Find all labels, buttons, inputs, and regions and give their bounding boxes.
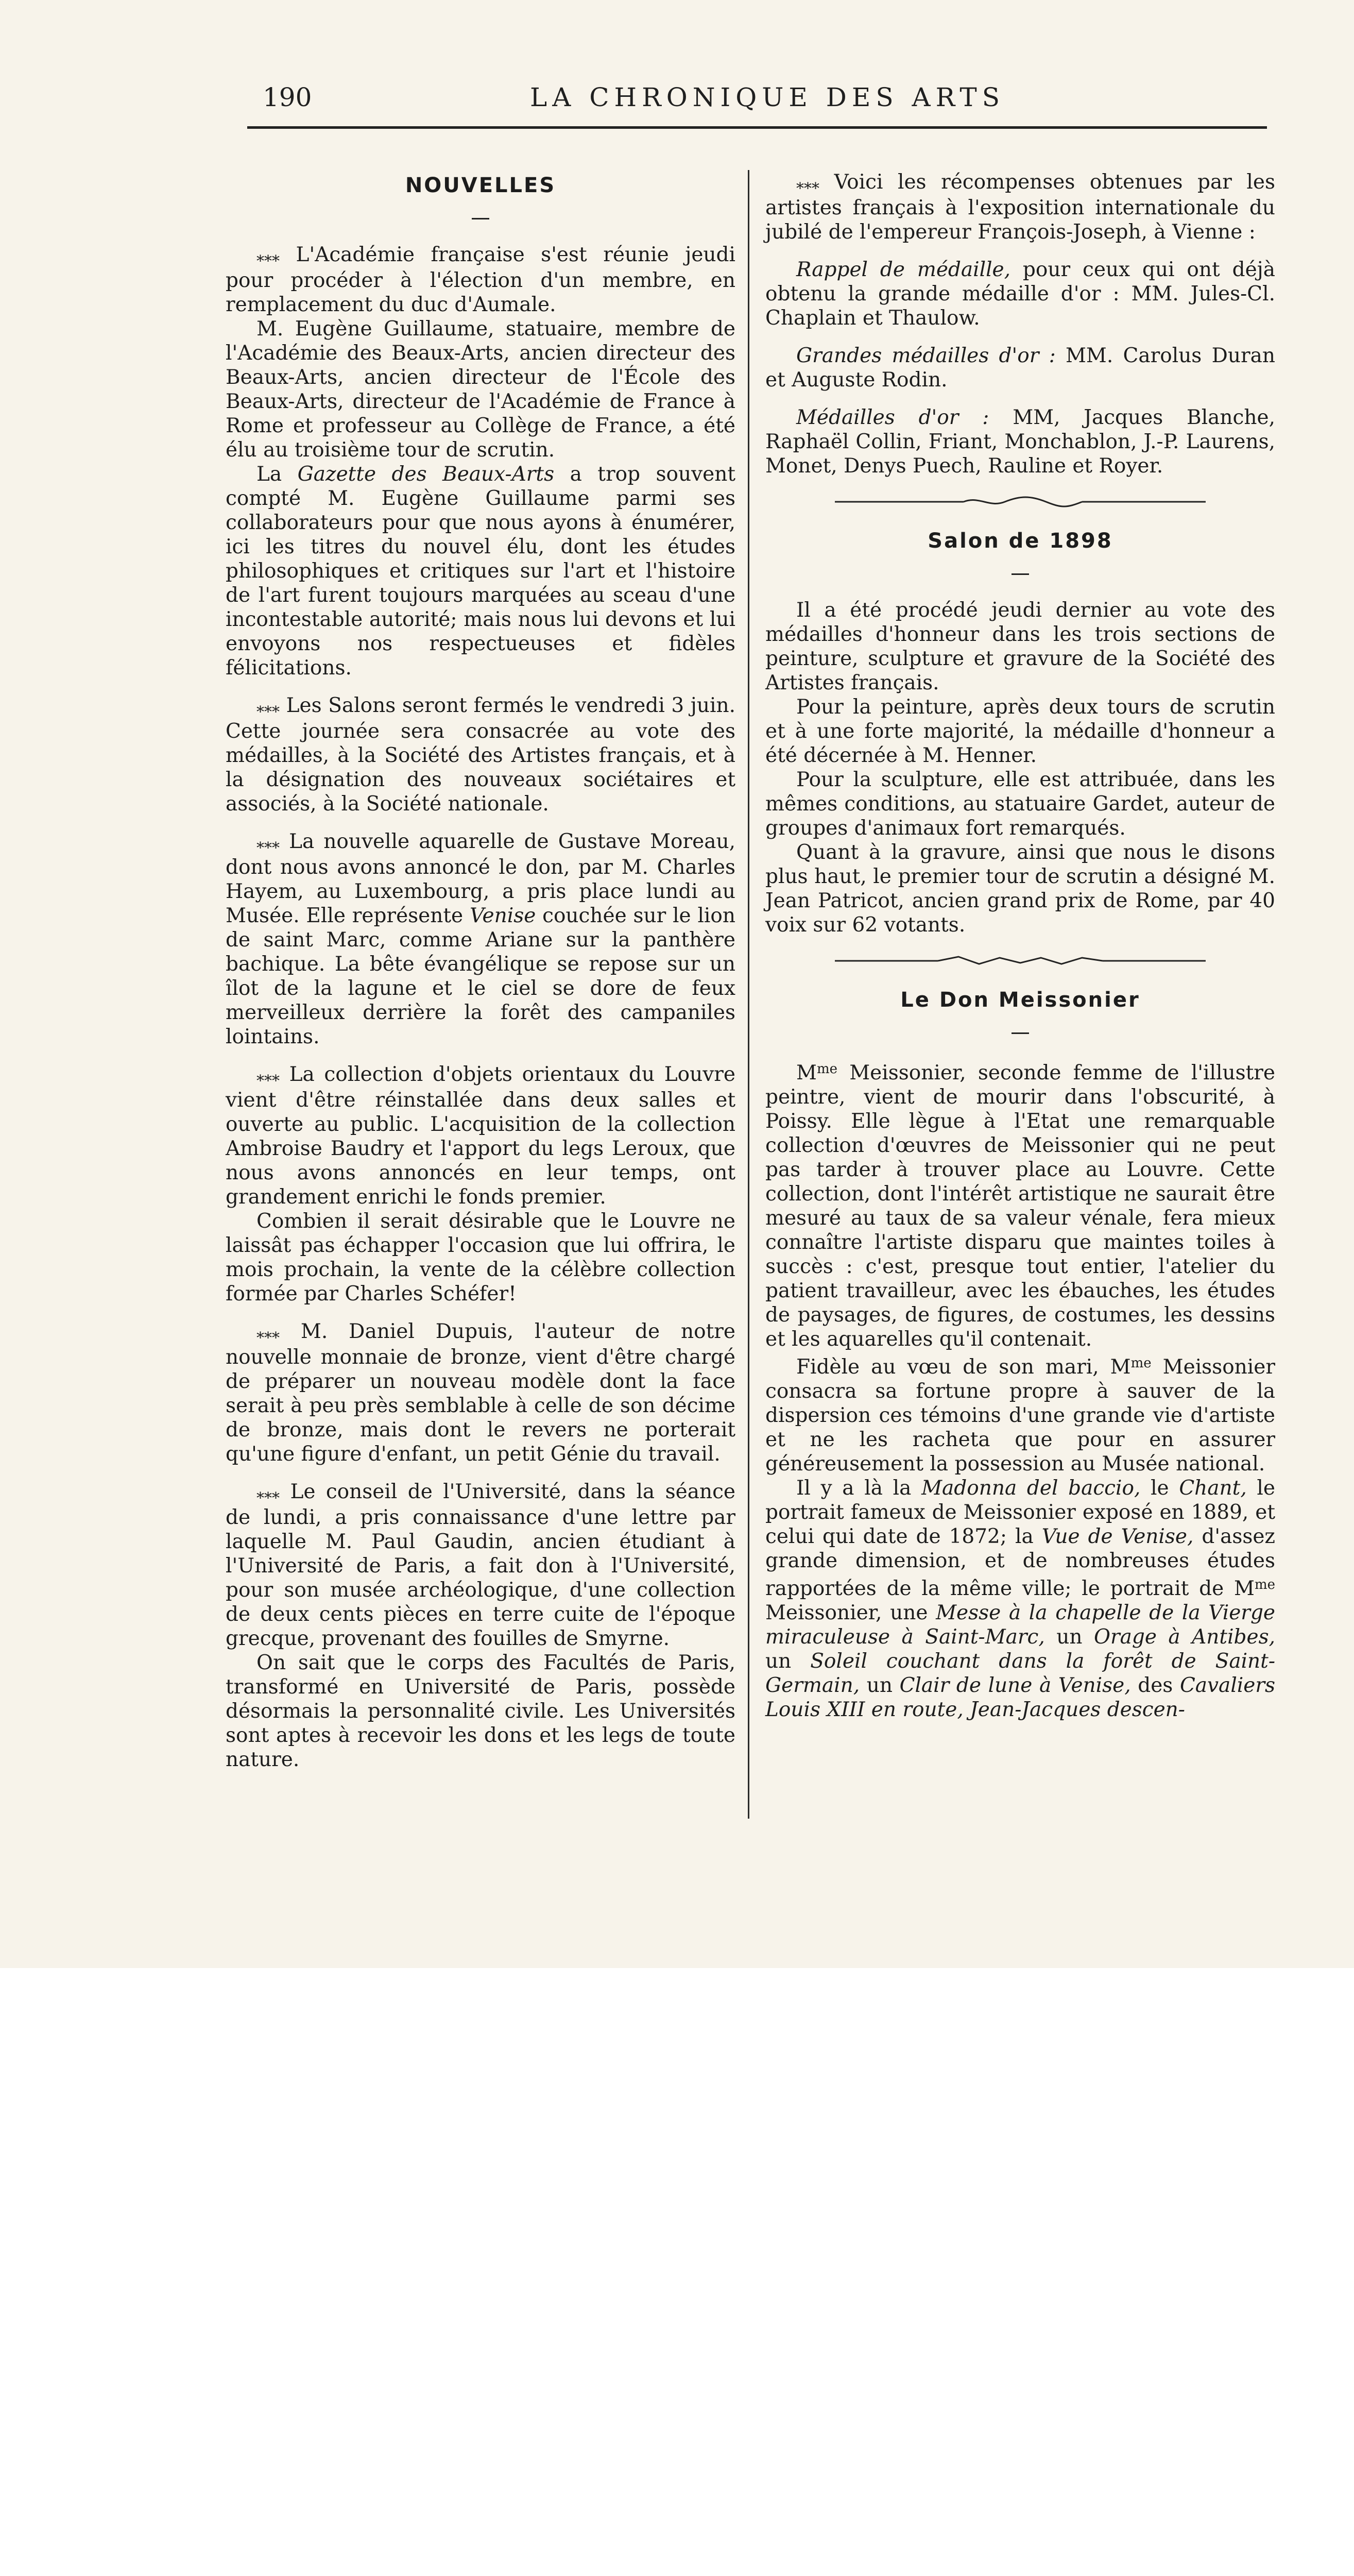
awards-paragraph: Grandes médailles d'or : MM. Carolus Duran et Auguste Rodin.	[765, 344, 1275, 392]
awards-paragraph: Rappel de médaille, pour ceux qui ont déjà obtenu la grande médaille d'or : MM. Jules-Cl. Chaplain et Thaulow.	[765, 258, 1275, 330]
news-paragraph: ⁎⁎⁎ Le conseil de l'Université, dans la séance de lundi, a pris connaissance d'une lettre par laquelle M. Paul Gaudin, ancien étudiant à l'Université de Paris, a fait don à l'Université, pour son musée archéologique, d'une collection de deux cents pièces en terre cuite de l'époque grecque, provenant des fouilles de Smyrne.	[226, 1480, 735, 1650]
ornament-divider-icon	[835, 955, 1206, 967]
section-heading-salon: Salon de 1898	[928, 529, 1113, 553]
salon-paragraph: Pour la peinture, après deux tours de scrutin et à une forte majorité, la médaille d'honneur a été décernée à M. Henner.	[765, 696, 1275, 767]
news-paragraph: ⁎⁎⁎ L'Académie française s'est réunie jeudi pour procéder à l'élection d'un membre, en remplacement du duc d'Aumale.	[226, 243, 735, 316]
salon-paragraph: Il a été procédé jeudi dernier au vote des médailles d'honneur dans les trois sections de peinture, sculpture et gravure de la Société des Artistes français.	[765, 599, 1275, 694]
page-number: 190	[263, 82, 312, 112]
section-heading-nouvelles: NOUVELLES	[405, 174, 556, 197]
heading-dash	[226, 205, 735, 229]
right-column	[765, 170, 1275, 1722]
awards-paragraph: Médailles d'or : MM, Jacques Blanche, Raphaël Collin, Friant, Monchablon, J.-P. Laurens, Monet, Denys Puech, Rauline et Royer.	[765, 406, 1275, 478]
asterism-icon: ⁎⁎⁎	[256, 698, 280, 716]
asterism-icon: ⁎⁎⁎	[796, 175, 819, 193]
header-rule	[247, 126, 1267, 129]
news-paragraph: ⁎⁎⁎ La collection d'objets orientaux du Louvre vient d'être réinstallée dans deux salles et ouverte au public. L'acquisition de la collection Ambroise Baudry et l'apport du legs Leroux, que nous avons annoncés en leur temps, ont grandement enrichi le fonds premier.	[226, 1063, 735, 1209]
ornament-divider-icon	[835, 496, 1206, 508]
section-heading-meissonier: Le Don Meissonier	[900, 988, 1140, 1012]
meissonier-paragraph: $M^{me}$ Meissonier, seconde femme de l'illustre peintre, vient de mourir dans l'obscurité, à Poissy. Elle lègue à l'Etat une remarquable collection d'œuvres de Meissonier qui ne peut pas tarder à trouver place au Louvre. Cette collection, dont l'intérêt artistique ne saurait être mesuré au taux de sa valeur vénale, fera mieux connaître l'artiste disparu que maintes toiles à succès : c'est, presque tout entier, l'atelier du patient travailleur, avec les ébauches, les études de paysages, de figures, de costumes, les dessins et les aquarelles qu'il contenait.	[765, 1061, 1275, 1351]
column-divider	[748, 170, 749, 1819]
meissonier-paragraph: Il y a là la Madonna del baccio, le Chant, le portrait fameux de Meissonier exposé en 1889, et celui qui date de 1872; la Vue de Venise, d'assez grande dimension, et de nombreuses études rapportées de la même ville; le portrait de $M^{me}$ Meissonier, une Messe à la chapelle de la Vierge miraculeuse à Saint-Marc, un Orage à Antibes, un Soleil couchant dans la forêt de Saint-Germain, un Clair de lune à Venise, des Cavaliers Louis XIII en route, Jean-Jacques descen-	[765, 1477, 1276, 1721]
meissonier-paragraph: Fidèle au vœu de son mari, $M^{me}$ Meissonier consacra sa fortune propre à sauver de la dispersion ces témoins d'une grande vie d'artiste et ne les racheta que pour en assurer généreusement la possession au Musée national.	[765, 1355, 1275, 1476]
asterism-icon: ⁎⁎⁎	[256, 1484, 280, 1502]
asterism-icon: ⁎⁎⁎	[256, 1067, 280, 1085]
news-paragraph: Combien il serait désirable que le Louvre ne laissât pas échapper l'occasion que lui offrira, le mois prochain, la vente de la célèbre collection formée par Charles Schéfer!	[226, 1210, 735, 1306]
news-paragraph: ⁎⁎⁎ Les Salons seront fermés le vendredi 3 juin. Cette journée sera consacrée au vote des médailles, à la Société des Artistes français, et à la désignation des nouveaux sociétaires et associés, à la Société nationale.	[226, 694, 735, 816]
left-column	[226, 170, 735, 1772]
asterism-icon: ⁎⁎⁎	[256, 834, 280, 852]
news-paragraph: On sait que le corps des Facultés de Paris, transformé en Université de Paris, possède désormais la personnalité civile. Les Universités sont aptes à recevoir les dons et les legs de toute nature.	[226, 1651, 735, 1771]
salon-paragraph: Quant à la gravure, ainsi que nous le disons plus haut, le premier tour de scrutin a désigné M. Jean Patricot, ancien grand prix de Rome, par 40 voix sur 62 votants.	[765, 841, 1275, 937]
salon-paragraph: Pour la sculpture, elle est attribuée, dans les mêmes conditions, au statuaire Gardet, auteur de groupes d'animaux fort remarqués.	[765, 768, 1275, 840]
news-paragraph: ⁎⁎⁎ La nouvelle aquarelle de Gustave Moreau, dont nous avons annoncé le don, par M. Charles Hayem, au Luxembourg, a pris place lundi au Musée. Elle représente Venise couchée sur le lion de saint Marc, comme Ariane sur la panthère bachique. La bête évangélique se repose sur un îlot de la lagune et le ciel se dore de feux merveilleux derrière la forêt des campaniles lointains.	[226, 830, 735, 1048]
heading-dash	[765, 561, 1275, 585]
heading-dash	[765, 1020, 1275, 1044]
asterism-icon: ⁎⁎⁎	[256, 247, 280, 265]
page-header	[263, 82, 1272, 129]
news-paragraph: La Gazette des Beaux-Arts a trop souvent compté M. Eugène Guillaume parmi ses collaborateurs pour que nous ayons à énumérer, ici les titres du nouvel élu, dont les études philosophiques et critiques sur l'art et l'histoire de l'art furent toujours marquées au sceau d'une incontestable autorité; mais nous lui devons et lui envoyons nos respectueuses et fidèles félicitations.	[226, 463, 736, 680]
awards-paragraph: ⁎⁎⁎ Voici les récompenses obtenues par les artistes français à l'exposition internationale du jubilé de l'empereur François-Joseph, à Vienne :	[765, 171, 1275, 244]
footer-bar	[0, 1968, 1354, 2073]
asterism-icon: ⁎⁎⁎	[256, 1324, 280, 1342]
news-paragraph: M. Eugène Guillaume, statuaire, membre de l'Académie des Beaux-Arts, ancien directeur des Beaux-Arts, ancien directeur de l'École des Beaux-Arts, directeur de l'Académie de France à Rome et professeur au Collège de France, a été élu au troisième tour de scrutin.	[226, 317, 735, 462]
journal-title: LA CHRONIQUE DES ARTS	[530, 82, 1005, 112]
news-paragraph: ⁎⁎⁎ M. Daniel Dupuis, l'auteur de notre nouvelle monnaie de bronze, vient d'être chargé de préparer un nouveau modèle dont la face serait à peu près semblable à celle de son décime de bronze, mais dont le revers ne porterait qu'une figure d'enfant, un petit Génie du travail.	[226, 1320, 735, 1466]
